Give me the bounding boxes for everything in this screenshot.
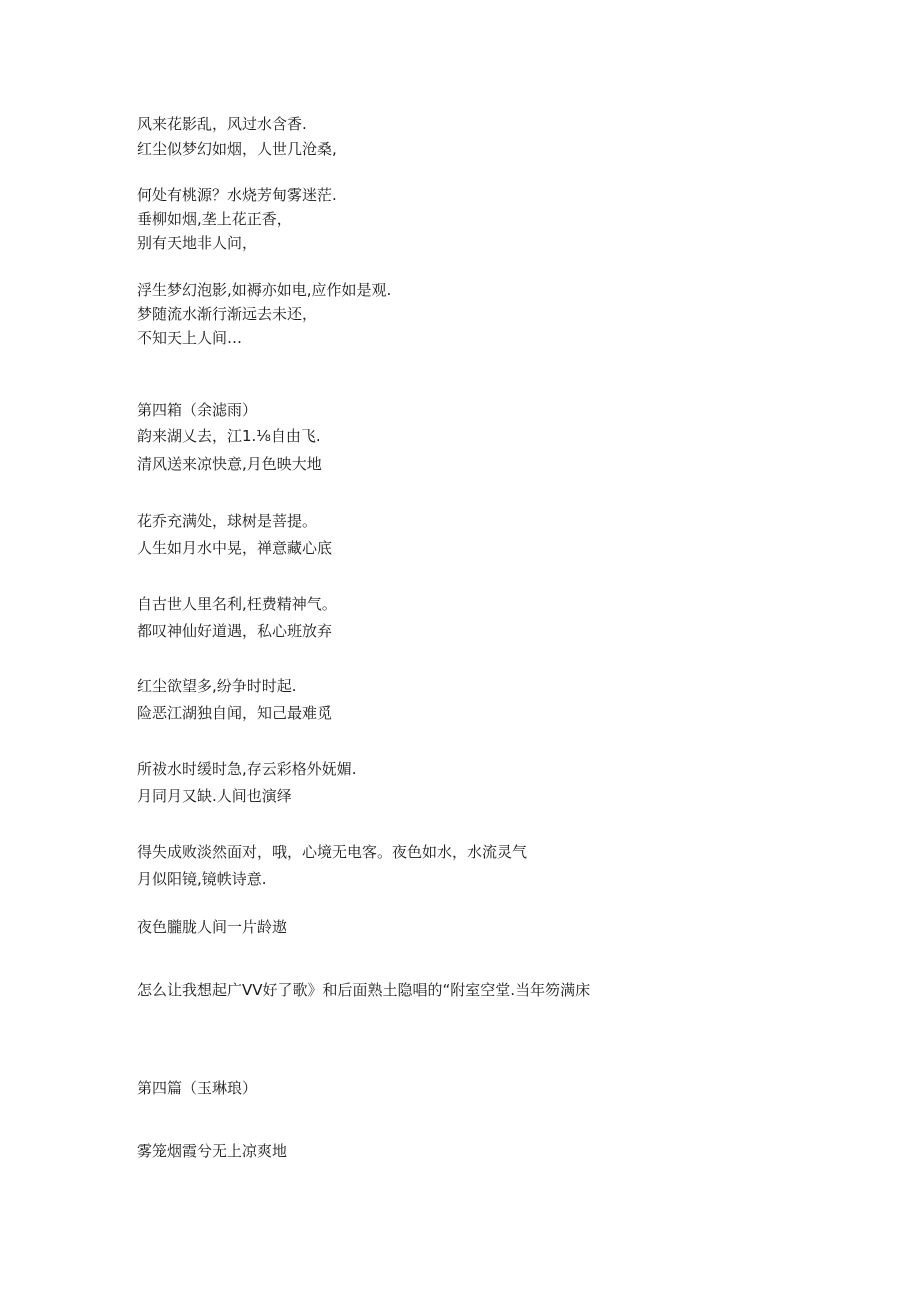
text-line: 得失成败淡然面对，哦，心境无电客。夜色如水，水流灵气 [137,843,528,861]
text-line: 险恶江湖独自闻，知己最难觅 [137,704,333,722]
text-line: 怎么让我想起广VV好了歌》和后面熟土隐唱的“附室空堂.当年笏满床 [137,981,591,999]
section-heading: 第四篇（玉琳琅） [137,1079,258,1097]
text-line: 月似阳镜,镜帙诗意. [137,870,267,888]
text-line: 浮生梦幻泡影,如褥亦如电,应作如是观. [137,281,392,299]
text-line: 风来花影乱，风过水含香. [137,115,307,133]
text-line: 韵来湖乂去，江1.⅛自由飞. [137,427,321,445]
text-line: 夜色朧胧人间一片龄遨 [137,918,288,936]
text-line: 不知天上人间… [137,329,243,347]
text-line: 人生如月水中晃，禅意藏心底 [137,539,333,557]
text-line: 都叹神仙好道遇，私心班放弃 [137,622,333,640]
text-line: 雾笼烟霞兮无上凉爽地 [137,1142,288,1160]
text-line: 清风送来凉快意,月色映大地 [137,455,322,473]
text-line: 红尘似梦幻如烟，人世几沧桑, [137,140,337,158]
text-line: 梦随流水渐行渐远去未还， [137,305,318,323]
text-line: 月同月又缺.人间也演绎 [137,787,292,805]
text-line: 红尘欲望多,纷争时时起. [137,677,297,695]
text-line: 何处有桃源？水烧芳甸雾迷茫. [137,186,337,204]
text-line: 别有天地非人问， [137,234,258,252]
text-line: 垂柳如烟,垄上花正香， [137,210,292,228]
section-heading: 第四箱（余滤雨） [137,401,258,419]
text-line: 花乔充满处，球树是菩提。 [137,512,318,530]
text-line: 自古世人里名利,枉费精神气。 [137,595,337,613]
text-line: 所祓水时缓时急,存云彩格外妩媚. [137,760,357,778]
